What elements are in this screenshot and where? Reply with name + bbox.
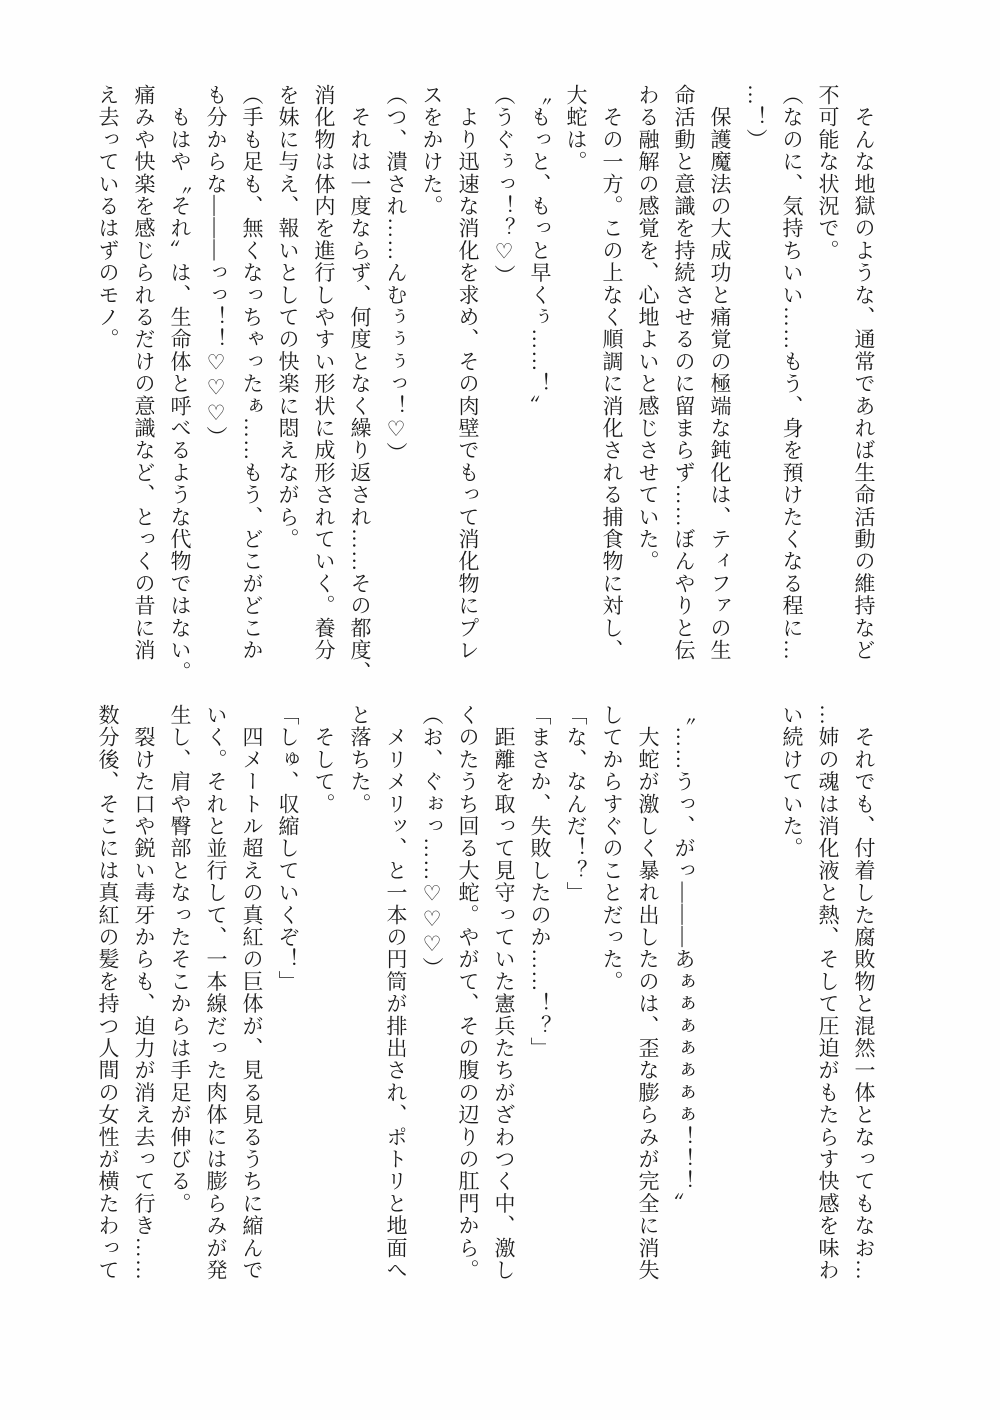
- vertical-text-line: 四メートル超えの真紅の巨体が、見る見るうちに縮んで: [240, 704, 264, 1282]
- vertical-text-line: わる融解の感覚を、心地よいと感じさせていた。: [636, 84, 660, 573]
- vertical-text-line: それでも、付着した腐敗物と混然一体となってもなお…: [852, 704, 876, 1282]
- vertical-text-line: いく。それと並行して、一本線だった肉体には膨らみが発: [204, 704, 228, 1282]
- vertical-text-line: してからすぐのことだった。: [600, 704, 624, 993]
- vertical-text-line: 保護魔法の大成功と痛覚の極端な鈍化は、ティファの生: [708, 84, 732, 662]
- vertical-text-line: そんな地獄のような、通常であれば生命活動の維持など: [852, 84, 876, 662]
- vertical-text-line: 「しゅ、収縮していくぞ！」: [276, 704, 300, 993]
- vertical-text-line: 不可能な状況で。: [816, 84, 840, 262]
- vertical-text-line: 命活動と意識を持続させるのに留まらず……ぼんやりと伝: [672, 84, 696, 662]
- vertical-text-line: （なのに、気持ちいい……もう、身を預けたくなる程に…: [780, 84, 804, 662]
- vertical-text-line: [738, 704, 774, 1304]
- bottom-text-block: [90, 704, 882, 1304]
- vertical-text-line: 距離を取って見守っていた憲兵たちがざわつく中、激し: [492, 704, 516, 1282]
- vertical-text-line: 「まさか、失敗したのか……！？」: [528, 704, 552, 1060]
- vertical-text-line: もはや〝それ〟は、生命体と呼べるような代物ではない。: [168, 84, 192, 684]
- vertical-text-line: 「な、なんだ！？」: [564, 704, 588, 904]
- vertical-text-line: …姉の魂は消化液と熱、そして圧迫がもたらす快感を味わ: [816, 704, 840, 1282]
- vertical-text-line: 〝もっと、もっと早くぅ……！〟: [528, 84, 552, 417]
- vertical-text-line: 大蛇は。: [564, 84, 588, 173]
- vertical-text-line: 生し、肩や臀部となったそこからは手足が伸びる。: [168, 704, 192, 1215]
- vertical-text-line: 痛みや快楽を感じられるだけの意識など、とっくの昔に消: [132, 84, 156, 662]
- vertical-text-line: を妹に与え、報いとしての快楽に悶えながら。: [276, 84, 300, 551]
- vertical-text-line: （お、ぐぉっ……♡♡♡）: [420, 704, 444, 980]
- vertical-text-line: そして。: [312, 704, 336, 815]
- vertical-text-line: と落ちた。: [348, 704, 372, 815]
- vertical-text-line: …！）: [744, 84, 768, 151]
- vertical-text-line: 〝……うっ、がっ―――あぁぁぁぁぁぁぁ！！！〟: [672, 704, 696, 1215]
- vertical-text-line: その一方。この上なく順調に消化される捕食物に対し、: [600, 84, 624, 662]
- vertical-text-line: くのたうち回る大蛇。やがて、その腹の辺りの肛門から。: [456, 704, 480, 1282]
- vertical-text-line: も分からな―――っっ！！♡♡♡）: [204, 84, 228, 449]
- vertical-text-line: （つ、潰され……んむぅぅぅっ！♡）: [384, 84, 408, 465]
- vertical-text-line: 裂けた口や鋭い毒牙からも、迫力が消え去って行き……: [132, 704, 156, 1282]
- vertical-text-line: 数分後、そこには真紅の髪を持つ人間の女性が横たわって: [96, 704, 120, 1282]
- vertical-text-line: 消化物は体内を進行しやすい形状に成形されていく。養分: [312, 84, 336, 662]
- vertical-text-line: え去っているはずのモノ。: [96, 84, 120, 351]
- vertical-text-line: [702, 704, 738, 1304]
- vertical-text-line: い続けていた。: [780, 704, 804, 860]
- vertical-text-line: メリメリッ、と一本の円筒が排出され、ポトリと地面へ: [384, 704, 408, 1282]
- vertical-text-line: スをかけた。: [420, 84, 444, 218]
- vertical-text-line: より迅速な消化を求め、その肉壁でもって消化物にプレ: [456, 84, 480, 662]
- vertical-text-line: 大蛇が激しく暴れ出したのは、歪な膨らみが完全に消失: [636, 704, 660, 1282]
- vertical-text-line: （手も足も、無くなっちゃったぁ……もう、どこがどこか: [240, 84, 264, 662]
- top-text-block: [90, 84, 882, 684]
- vertical-text-line: （うぐぅっ！？♡）: [492, 84, 516, 287]
- vertical-text-line: それは一度ならず、何度となく繰り返され……その都度、: [348, 84, 372, 684]
